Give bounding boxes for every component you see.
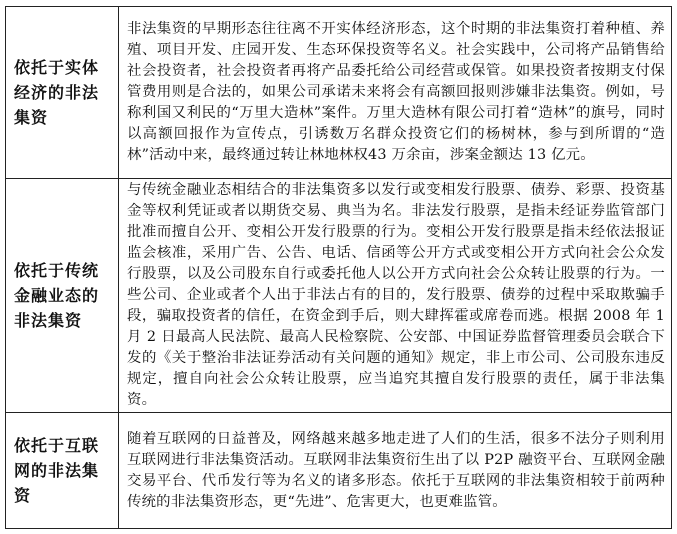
table-row: [6, 413, 672, 529]
table-row: [6, 179, 672, 413]
description-text: 与传统金融业态相结合的非法集资多以发行或变相发行股票、债券、彩票、投资基金等权利凭证或者以期货交易、典当为名。非法发行股票，是指未经证券监管部门批准而擅自公开、变相公开发行股票的行为。变相公开发行股票是指未经依法报证监会核准，采用广告、公告、电话、信函等公开方式或变相公开方式向社会公众发行股票，以及公司股东自行或委托他人以公开方式向社会公众转让股票的行为。一些公司、企业或者个人出于非法占有的目的，发行股票、债券的过程中采取欺骗手段，骗取投资者的信任，在资金到手后，则大肆挥霍或席卷而逃。根据 2008 年 1 月 2 日最高人民法院、最高人民检察院、公安部、中国证券监督管理委员会联合下发的《关于整治非法证券活动有关问题的通知》规定，非上市公司、公司股东违反规定，擅自向社会公众转让股票，应当追究其擅自发行股票的责任，属于非法集资。: [127, 182, 665, 408]
category-cell: [6, 7, 119, 179]
category-cell: [6, 179, 119, 413]
category-label: 依托于传统金融业态的非法集资: [14, 261, 100, 330]
fundraising-types-table: [5, 6, 672, 529]
description-text: 非法集资的早期形态往往离不开实体经济形态，这个时期的非法集资打着种植、养殖、项目开发、庄园开发、生态环保投资等名义。社会实践中，公司将产品销售给社会投资者，社会投资者再将产品委托给公司经营或保管。如果投资者按期支付保管费用则是合法的，如果公司承诺未来将会有高额回报则涉嫌非法集资。例如，号称利国又利民的“万里大造林”案件。万里大造林有限公司打着“造林”的旗号，同时以高额回报作为宣传点，引诱数万名群众投资它们的杨树林，参与到所谓的“造林”活动中来，最终通过转让林地林权43 万余亩，涉案金额达 13 亿元。: [127, 21, 665, 163]
description-text: 随着互联网的日益普及，网络越来越多地走进了人们的生活，很多不法分子则利用互联网进行非法集资活动。互联网非法集资衍生出了以 P2P 融资平台、互联网金融交易平台、代币发行等为名义的诸多形态。依托于互联网的非法集资相较于前两种传统的非法集资形态，更“先进”、危害更大，也更难监管。: [127, 430, 665, 510]
description-cell: [119, 413, 672, 529]
category-label: 依托于实体经济的非法集资: [14, 58, 100, 127]
category-label: 依托于互联网的非法集资: [14, 436, 100, 505]
table-row: [6, 7, 672, 179]
description-cell: [119, 179, 672, 413]
category-cell: [6, 413, 119, 529]
description-cell: [119, 7, 672, 179]
